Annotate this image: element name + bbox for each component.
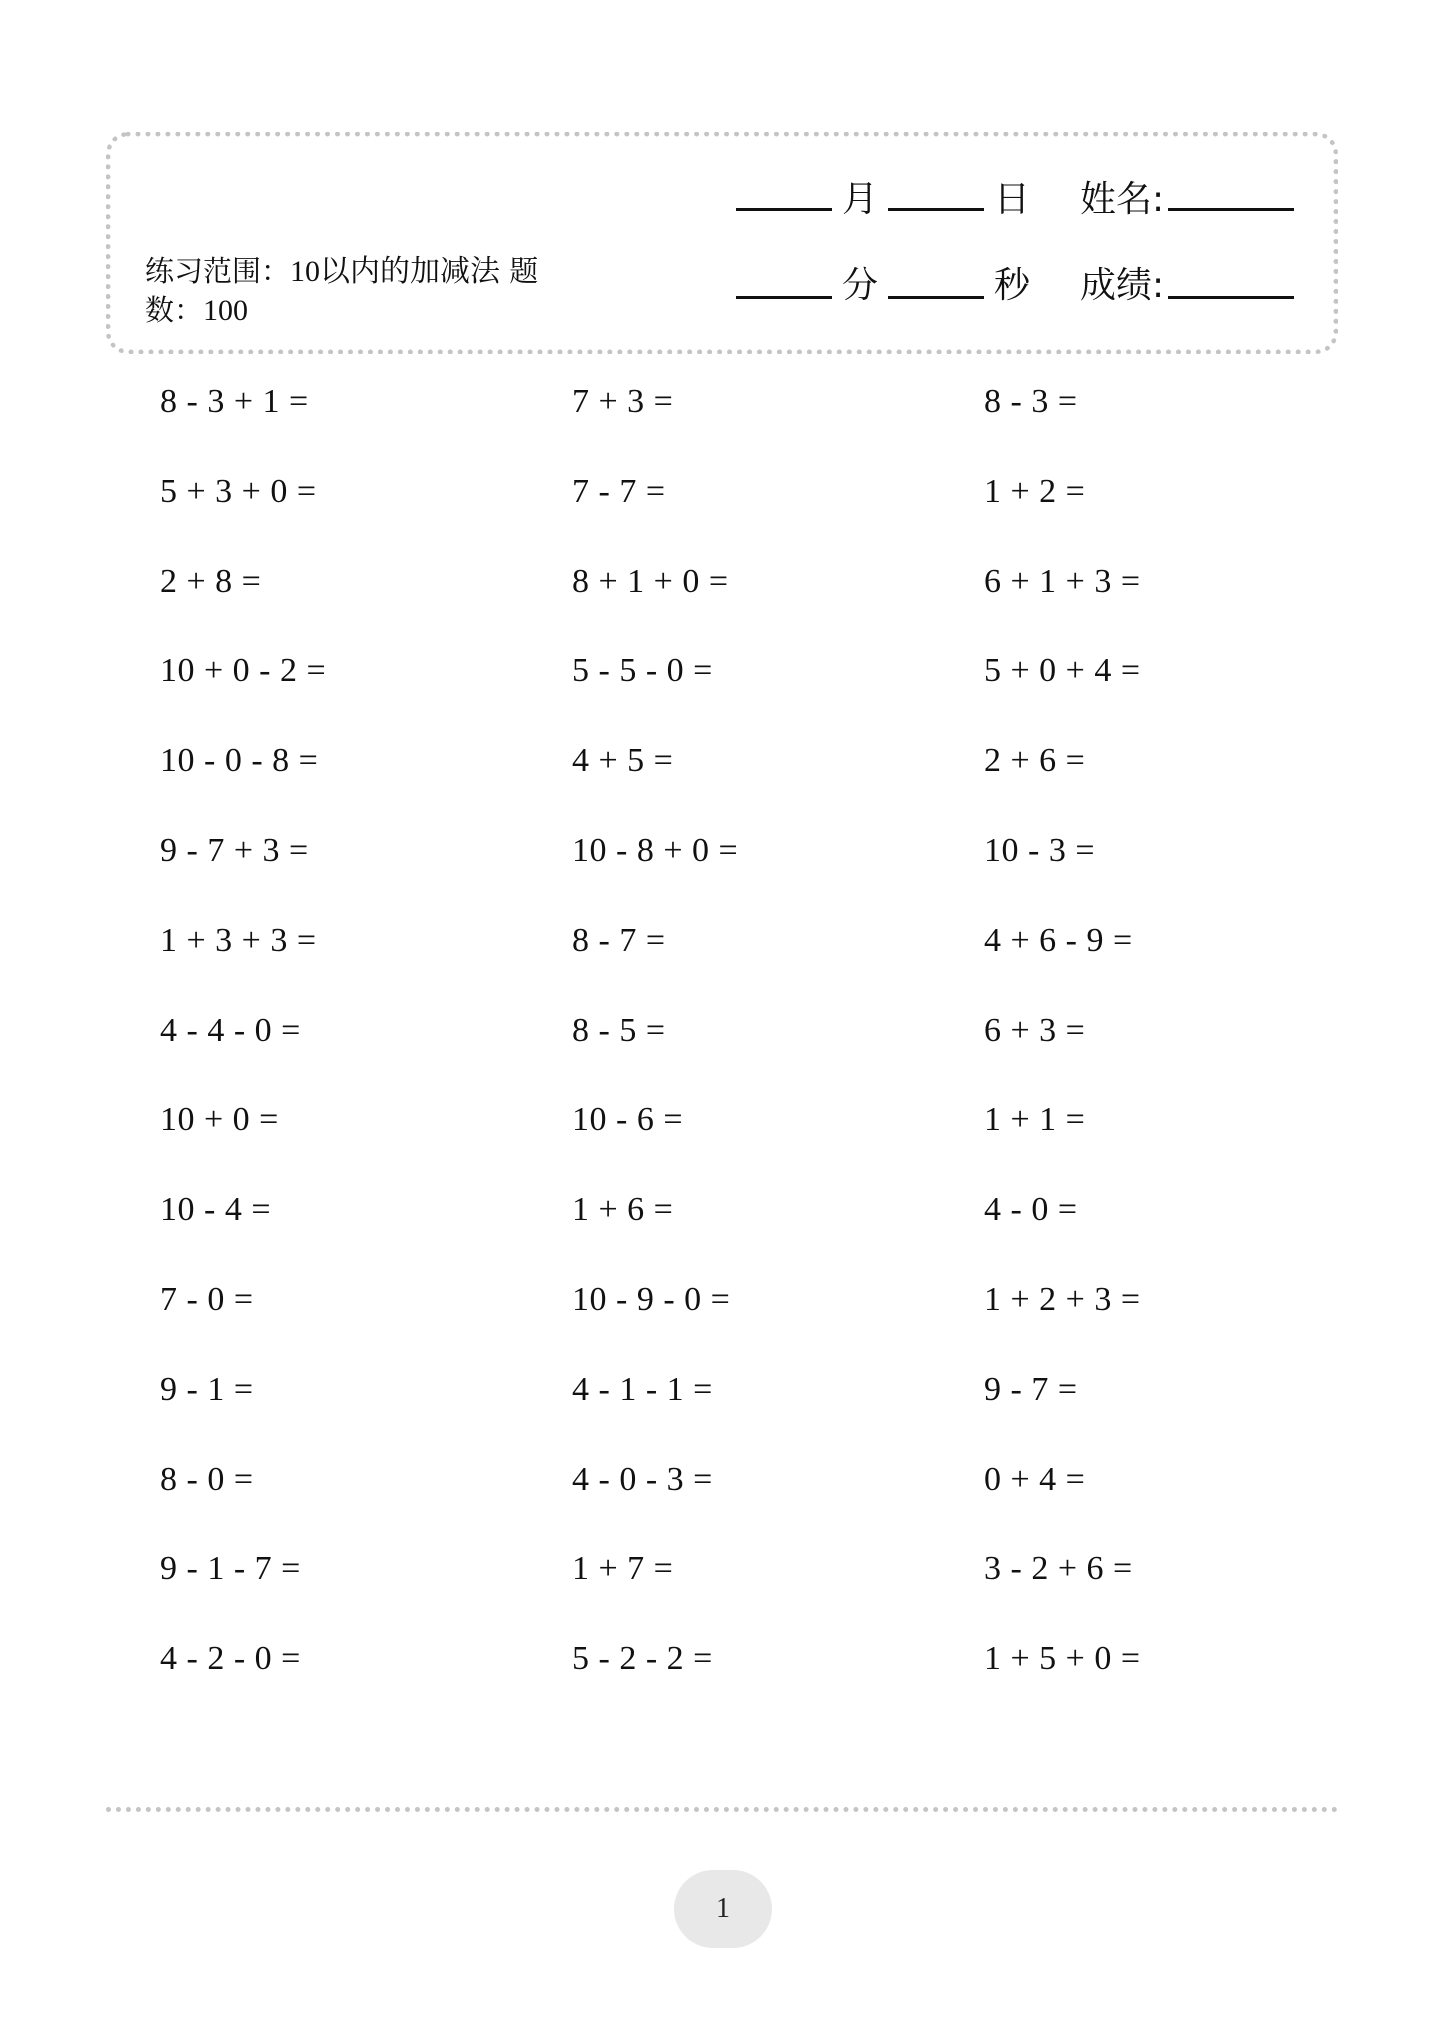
count-label-part2: 数：	[145, 293, 204, 327]
math-problem: 8 - 3 =	[984, 383, 1078, 420]
math-problem: 4 - 0 - 3 =	[572, 1461, 713, 1498]
math-problem: 7 + 3 =	[572, 383, 674, 420]
problem-row	[160, 470, 1340, 530]
range-label: 练习范围：	[145, 254, 291, 288]
second-label: 秒	[994, 265, 1031, 306]
math-problem: 10 + 0 =	[160, 1101, 279, 1138]
problem-row	[160, 1637, 1340, 1697]
problem-row	[160, 1547, 1340, 1607]
math-problem: 1 + 2 + 3 =	[984, 1281, 1141, 1318]
math-problem: 4 + 6 - 9 =	[984, 922, 1133, 959]
problem-row	[160, 1188, 1340, 1248]
math-problem: 1 + 1 =	[984, 1101, 1086, 1138]
math-problem: 4 - 1 - 1 =	[572, 1371, 713, 1408]
month-label: 月	[842, 179, 879, 220]
score-blank[interactable]	[1168, 296, 1294, 299]
day-label: 日	[994, 179, 1031, 220]
count-label-part1: 题	[509, 254, 539, 288]
month-blank[interactable]	[736, 208, 832, 211]
problem-row	[160, 560, 1340, 620]
math-problem: 9 - 7 =	[984, 1371, 1078, 1408]
math-problem: 10 - 4 =	[160, 1191, 271, 1228]
date-name-row	[736, 178, 1296, 226]
math-problem: 9 - 1 =	[160, 1371, 254, 1408]
score-label: 成绩:	[1080, 265, 1165, 306]
problem-row	[160, 1368, 1340, 1428]
math-problem: 4 - 0 =	[984, 1191, 1078, 1228]
math-problem: 10 - 6 =	[572, 1101, 683, 1138]
problem-row	[160, 1009, 1340, 1069]
problem-row	[160, 919, 1340, 979]
math-problem: 8 - 0 =	[160, 1461, 254, 1498]
math-problem: 1 + 7 =	[572, 1550, 674, 1587]
minute-blank[interactable]	[736, 296, 832, 299]
second-blank[interactable]	[888, 296, 984, 299]
math-problem: 0 + 4 =	[984, 1461, 1086, 1498]
math-problem: 9 - 7 + 3 =	[160, 832, 309, 869]
math-problem: 2 + 6 =	[984, 742, 1086, 779]
problem-row	[160, 380, 1340, 440]
minute-label: 分	[842, 265, 879, 306]
math-problem: 5 - 5 - 0 =	[572, 652, 713, 689]
math-problem: 3 - 2 + 6 =	[984, 1550, 1133, 1587]
math-problem: 5 - 2 - 2 =	[572, 1640, 713, 1677]
question-count: 100	[203, 294, 249, 327]
math-problem: 7 - 7 =	[572, 473, 666, 510]
problem-row	[160, 1098, 1340, 1158]
practice-range-text	[145, 252, 585, 330]
page-number-badge: 1	[674, 1870, 772, 1948]
math-problem: 10 - 3 =	[984, 832, 1095, 869]
math-problem: 5 + 0 + 4 =	[984, 652, 1141, 689]
math-problem: 4 + 5 =	[572, 742, 674, 779]
footer-divider	[106, 1807, 1338, 1812]
problem-row	[160, 739, 1340, 799]
math-problem: 7 - 0 =	[160, 1281, 254, 1318]
math-problem: 2 + 8 =	[160, 563, 262, 600]
math-problem: 10 - 0 - 8 =	[160, 742, 319, 779]
day-blank[interactable]	[888, 208, 984, 211]
math-problem: 6 + 1 + 3 =	[984, 563, 1141, 600]
time-score-row	[736, 264, 1296, 312]
math-problem: 1 + 6 =	[572, 1191, 674, 1228]
range-value: 10以内的加减法	[290, 255, 501, 288]
math-problem: 4 - 2 - 0 =	[160, 1640, 301, 1677]
math-problem: 9 - 1 - 7 =	[160, 1550, 301, 1587]
math-problem: 5 + 3 + 0 =	[160, 473, 317, 510]
math-problem: 10 + 0 - 2 =	[160, 652, 327, 689]
problem-row	[160, 1458, 1340, 1518]
math-problem: 10 - 9 - 0 =	[572, 1281, 731, 1318]
math-problem: 8 + 1 + 0 =	[572, 563, 729, 600]
name-blank[interactable]	[1168, 208, 1294, 211]
problem-row	[160, 649, 1340, 709]
math-problem: 8 - 5 =	[572, 1012, 666, 1049]
math-problem: 1 + 3 + 3 =	[160, 922, 317, 959]
math-problem: 8 - 7 =	[572, 922, 666, 959]
math-problem: 8 - 3 + 1 =	[160, 383, 309, 420]
problem-row	[160, 1278, 1340, 1338]
math-problem: 10 - 8 + 0 =	[572, 832, 739, 869]
math-problem: 6 + 3 =	[984, 1012, 1086, 1049]
problem-row	[160, 829, 1340, 889]
math-problem: 1 + 2 =	[984, 473, 1086, 510]
name-label: 姓名:	[1080, 179, 1165, 220]
math-problem: 1 + 5 + 0 =	[984, 1640, 1141, 1677]
math-problem: 4 - 4 - 0 =	[160, 1012, 301, 1049]
